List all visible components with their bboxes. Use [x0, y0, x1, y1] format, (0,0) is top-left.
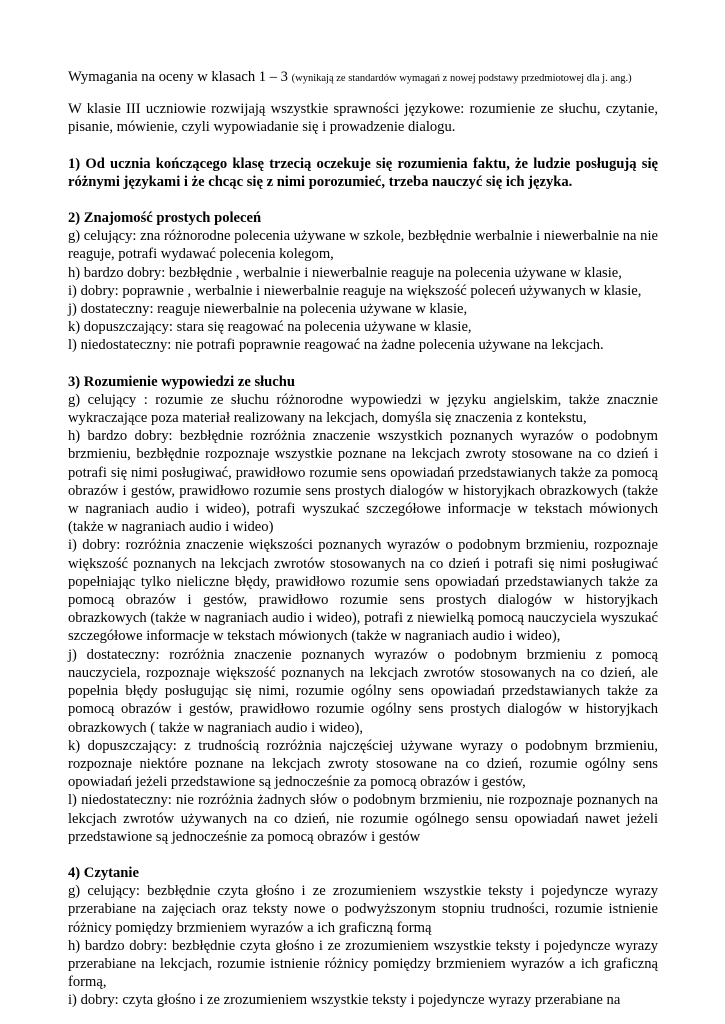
section-2-item: i) dobry: poprawnie , werbalnie i niewerbalnie reaguje na większość poleceń używanych w klasie, [68, 282, 642, 299]
section-4-item: g) celujący: bezbłędnie czyta głośno i ze zrozumieniem wszystkie teksty i pojedyncze wyrazy przerabiane na zajęciach oraz teksty nowe o podwyższonym stopniu trudności, rozumie istnienie różnicy pomiędzy brzmieniem wyrazów a ich graficzną formą [68, 883, 658, 936]
section-3-item: h) bardzo dobry: bezbłędnie rozróżnia znaczenie wszystkich poznanych wyrazów o podobnym brzmieniu, bezbłędnie rozpoznaje wszystkie poznane na lekcjach zwroty stosowane na co dzień i potrafi się nimi posługiwać, prawidłowo rozumie sens opowiadań przedstawianych także za pomocą obrazów i gestów, prawidłowo rozumie sens prostych dialogów w historyjkach obrazkowych (także w nagraniach audio i wideo), potrafi wyszukać szczegółowe informacje w tekstach mówionych (także w nagraniach audio i wideo) [68, 428, 658, 536]
section-4-item: h) bardzo dobry: bezbłędnie czyta głośno i ze zrozumieniem wszystkie teksty i pojedyncze wyrazy przerabiane na lekcjach, rozumie istnienie różnicy pomiędzy brzmieniem wyrazów a ich graficzną formą, [68, 937, 658, 991]
section-2-item: l) niedostateczny: nie potrafi poprawnie reagować na żadne polecenia używane na lekcjach. [68, 337, 604, 354]
document-header [68, 68, 658, 88]
section-2-title: 2) Znajomość prostych poleceń [68, 210, 262, 227]
section-3-item: g) celujący : rozumie ze słuchu różnorodne wypowiedzi w języku angielskim, także znacznie wykraczające poza materiał realizowany na lekcjach, domyśla się znaczenia z kontekstu, [68, 391, 658, 427]
header-title: Wymagania na oceny w klasach 1 – 3 [68, 69, 288, 85]
section-3-item: l) niedostateczny: nie rozróżnia żadnych słów o podobnym brzmieniu, nie rozpoznaje poznanych na lekcjach zwrotów używanych na co dzień, nie rozumie ogólnego sensu opowiadań nawet jeżeli przedstawione są jednocześnie za pomocą obrazów i gestów [68, 792, 658, 845]
spacer [68, 191, 658, 209]
section-3-item: i) dobry: rozróżnia znaczenie większości poznanych wyrazów o podobnym brzmieniu, rozpoznaje większość poznanych na lekcjach zwrotów stosowanych na co dzień i potrafi się nimi posługiwać popełniając tylko nieliczne błędy, prawidłowo rozumie sens opowiadań przedstawianych także za pomocą obrazów i gestów, prawidłowo rozumie sens prostych dialogów w historyjkach obrazkowych (także w nagraniach audio i wideo), potrafi z niewielką pomocą nauczyciela wyszukać szczegółowe informacje w tekstach mówionych (także w nagraniach audio i wideo), [68, 537, 658, 645]
intro-paragraph: W klasie III uczniowie rozwijają wszystkie sprawności językowe: rozumienie ze słuchu, czytanie, pisanie, mówienie, czyli wypowiadanie się i prowadzenie dialogu. [68, 101, 658, 136]
section-2-item: h) bardzo dobry: bezbłędnie , werbalnie i niewerbalnie reaguje na polecenia używane w klasie, [68, 264, 622, 281]
section-3-item: j) dostateczny: rozróżnia znaczenie poznanych wyrazów o podobnym brzmieniu z pomocą nauczyciela, rozpoznaje większość poznanych na lekcjach zwrotów stosowanych na co dzień, ale popełnia błędy posługując się nimi, rozumie ogólny sens opowiadań przedstawianych także za pomocą obrazów i gestów, prawidłowo rozumie ogólny sens prostych dialogów w historyjkach obrazkowych ( także w nagraniach audio i wideo), [68, 646, 658, 736]
section-3-title: 3) Rozumienie wypowiedzi ze słuchu [68, 373, 296, 390]
section-4-title: 4) Czytanie [68, 864, 139, 881]
section-4-item: i) dobry: czyta głośno i ze zrozumieniem wszystkie teksty i pojedyncze wyrazy przerabiane na [68, 992, 621, 1009]
spacer [68, 355, 658, 373]
document-page [68, 68, 658, 1010]
spacer [68, 137, 658, 155]
header-note: (wynikają ze standardów wymagań z nowej podstawy przedmiotowej dla j. ang.) [291, 73, 632, 84]
section-3 [68, 373, 658, 846]
section-1-text: 1) Od ucznia kończącego klasę trzecią oczekuje się rozumienia faktu, że ludzie posługują się różnymi językami i że chcąc się z nimi porozumieć, trzeba nauczyć się ich języka. [68, 155, 658, 190]
section-2-item: g) celujący: zna różnorodne polecenia używane w szkole, bezbłędnie werbalnie i niewerbalnie na nie reaguje, potrafi wydawać polecenia kolegom, [68, 228, 658, 263]
spacer [68, 846, 658, 864]
section-2 [68, 209, 658, 355]
section-2-item: k) dopuszczający: stara się reagować na polecenia używane w klasie, [68, 319, 472, 336]
section-4 [68, 864, 658, 1010]
section-3-item: k) dopuszczający: z trudnością rozróżnia najczęściej używane wyrazy o podobnym brzmieniu, rozpoznaje niektóre poznane na lekcjach zwroty stosowane na co dzień, rozumie ogólny sens opowiadań jeżeli przedstawione są jednocześnie za pomocą obrazów i gestów, [68, 737, 658, 791]
section-2-item: j) dostateczny: reaguje niewerbalnie na polecenia używane w klasie, [68, 301, 468, 318]
